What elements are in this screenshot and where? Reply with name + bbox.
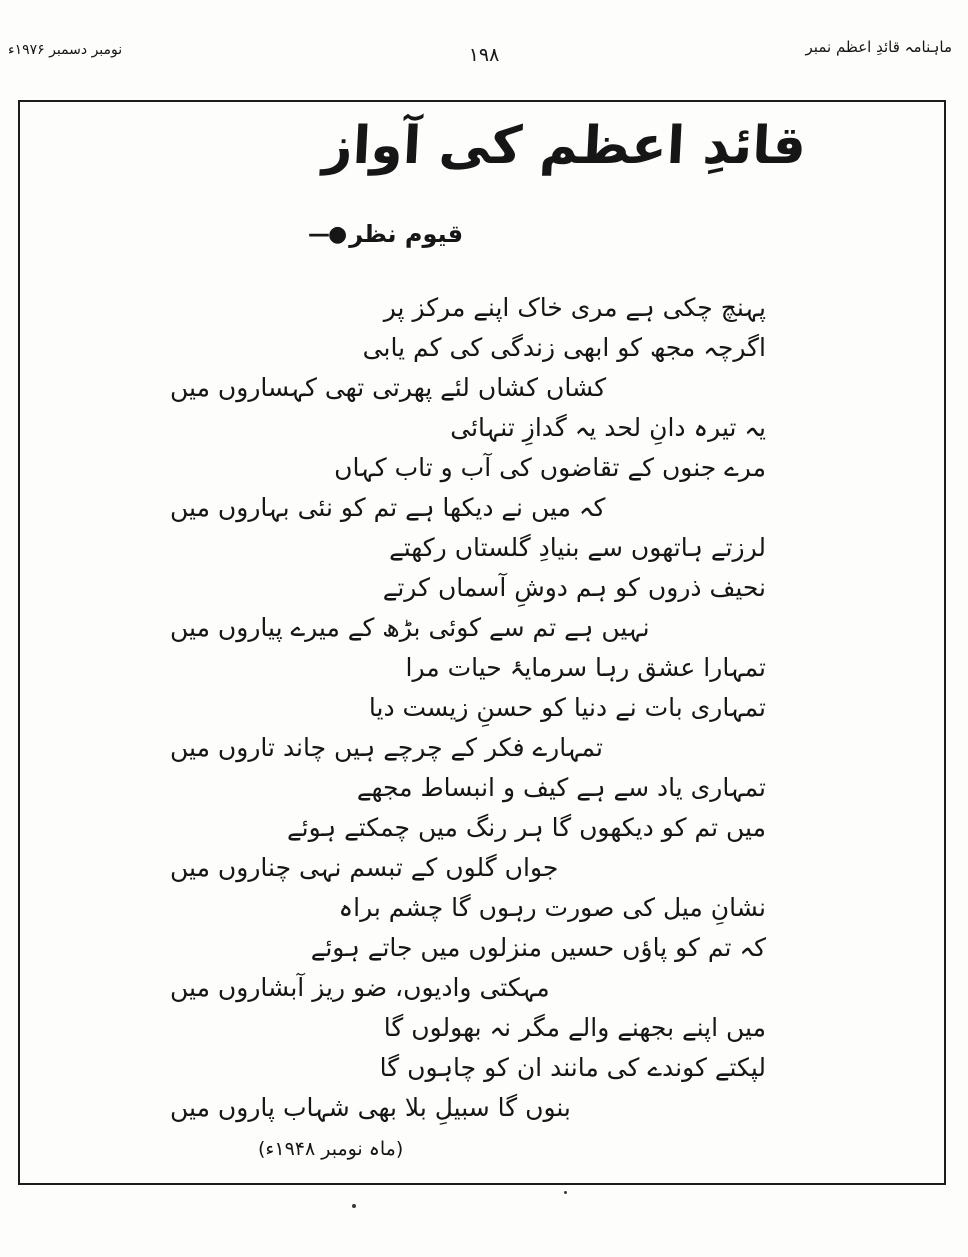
poem-line-verse: کہ تم کو پاؤں حسیں منزلوں میں جاتے ہوئے [310, 933, 766, 962]
poem-line-verse: پہنچ چکی ہے مری خاک اپنے مرکز پر [383, 293, 766, 322]
poem-line-verse: نشانِ میل کی صورت رہوں گا چشم براہ [338, 893, 766, 922]
poem-line-refrain: جواں گلوں کے تبسم نہی چناروں میں [170, 853, 559, 882]
poem-line-verse: لرزتے ہاتھوں سے بنیادِ گلستاں رکھتے [389, 533, 766, 562]
poem-line-verse: اگرچہ مجھ کو ابھی زندگی کی کم یابی [362, 333, 766, 362]
running-head-magazine-title: ماہنامہ قائدِ اعظم نمبر [805, 38, 952, 56]
running-head-issue-date: نومبر دسمبر ۱۹۷۶ء [8, 42, 123, 58]
poem-title: قائدِ اعظم کی آواز [321, 116, 808, 176]
poem-line-refrain: کشاں کشاں لئے پھرتی تھی کہساروں میں [170, 373, 607, 402]
poem-line-verse: تمہارا عشق رہا سرمایۂ حیات مرا [405, 653, 766, 682]
poem-line-refrain: بنوں گا سبیلِ بلا بھی شہاب پاروں میں [170, 1093, 571, 1122]
poem-border-box [18, 100, 946, 1185]
poem-line-verse: نحیف ذروں کو ہم دوشِ آسماں کرتے [382, 573, 766, 602]
poem-author-line [308, 220, 463, 248]
poem-date-note: (ماہ نومبر ۱۹۴۸ء) [258, 1138, 404, 1160]
poem-line-verse: مرے جنوں کے تقاضوں کی آب و تاب کہاں [334, 453, 766, 482]
scan-speck [564, 1191, 567, 1194]
poem-line-verse: تمہاری یاد سے ہے کیف و انبساط مجھے [356, 773, 766, 802]
page-number: ۱۹۸ [468, 44, 500, 66]
poem-author-name: قیوم نظر [349, 220, 464, 248]
poem-line-verse: لپکتے کوندے کی مانند ان کو چاہوں گا [379, 1053, 766, 1082]
poem-line-verse: یہ تیرہ دانِ لحد یہ گدازِ تنہائی [450, 413, 766, 442]
scan-speck [352, 1204, 356, 1208]
poem-line-verse: میں تم کو دیکھوں گا ہر رنگ میں چمکتے ہوئے [286, 813, 766, 842]
author-bullet-marker: —● [308, 221, 346, 247]
poem-line-refrain: تمہارے فکر کے چرچے ہیں چاند تاروں میں [170, 733, 603, 762]
poem-lines [20, 288, 944, 1128]
poem-line-refrain: کہ میں نے دیکھا ہے تم کو نئی بہاروں میں [170, 493, 606, 522]
poem-line-verse: میں اپنے بجھنے والے مگر نہ بھولوں گا [383, 1013, 766, 1042]
poem-line-refrain: مہکتی وادیوں، ضو ریز آبشاروں میں [170, 973, 550, 1002]
poem-line-verse: تمہاری بات نے دنیا کو حسنِ زیست دیا [368, 693, 766, 722]
poem-line-refrain: نہیں ہے تم سے کوئی بڑھ کے میرے پیاروں میں [170, 613, 650, 642]
